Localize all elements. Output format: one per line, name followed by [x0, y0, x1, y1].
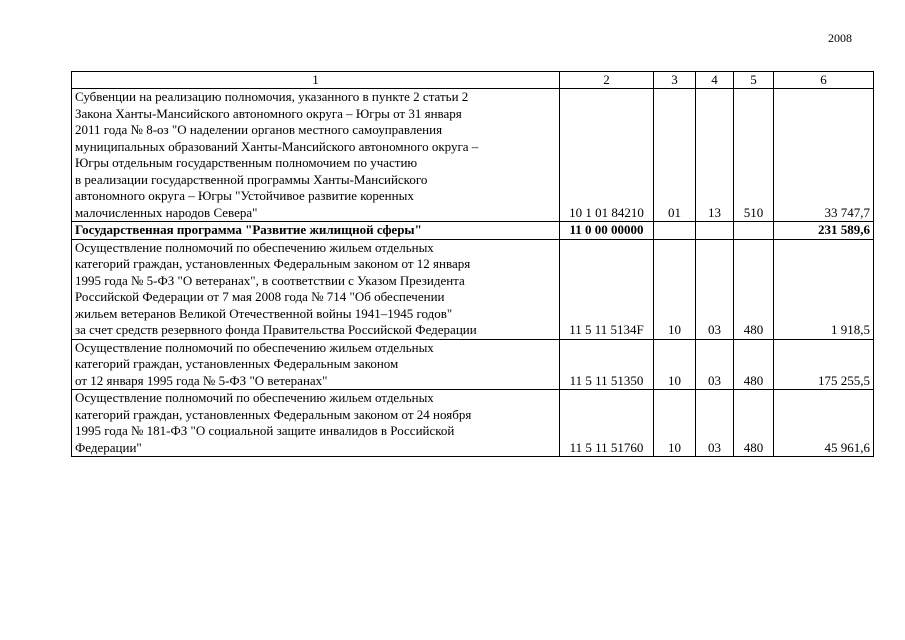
row-amount: 33 747,7	[774, 89, 874, 222]
row-amount: 175 255,5	[774, 339, 874, 390]
row-target-code: 10 1 01 84210	[560, 89, 654, 222]
row-description: Осуществление полномочий по обеспечению жильем отдельных категорий граждан, установленных Федеральным законом от 24 ноября 1995 года № 181-ФЗ "О социальной защите инвалидов в Российской Федерации"	[72, 390, 560, 457]
table-row	[72, 339, 874, 390]
row-description: Субвенции на реализацию полномочия, указанного в пункте 2 статьи 2 Закона Ханты-Мансийского автономного округа – Югры от 31 января 2011 года № 8-оз "О наделении органов местного самоуправления муниципальных образований Ханты-Мансийского автономного округа – Югры отдельным государственным полномочием по участию в реализации государственной программы Ханты-Мансийского автономного округа – Югры "Устойчивое развитие коренных малочисленных народов Севера"	[72, 89, 560, 222]
row-subsection: 13	[696, 89, 734, 222]
row-section: 01	[654, 89, 696, 222]
header-cell-5: 5	[734, 72, 774, 89]
row-description: Осуществление полномочий по обеспечению жильем отдельных категорий граждан, установленных Федеральным законом от 12 января 1995 года № 5-ФЗ "О ветеранах", в соответствии с Указом Президента Российской Федерации от 7 мая 2008 года № 714 "Об обеспечении жильем ветеранов Великой Отечественной войны 1941–1945 годов" за счет средств резервного фонда Правительства Российской Федерации	[72, 239, 560, 339]
row-expense-type: 510	[734, 89, 774, 222]
row-subsection: 03	[696, 390, 734, 457]
table-row	[72, 89, 874, 222]
row-section: 10	[654, 239, 696, 339]
row-subsection	[696, 222, 734, 240]
row-subsection: 03	[696, 339, 734, 390]
row-description: Осуществление полномочий по обеспечению жильем отдельных категорий граждан, установленных Федеральным законом от 12 января 1995 года № 5-ФЗ "О ветеранах"	[72, 339, 560, 390]
row-expense-type: 480	[734, 339, 774, 390]
row-target-code: 11 5 11 51350	[560, 339, 654, 390]
row-expense-type	[734, 222, 774, 240]
table-row	[72, 390, 874, 457]
table-row	[72, 222, 874, 240]
row-expense-type: 480	[734, 239, 774, 339]
row-amount: 231 589,6	[774, 222, 874, 240]
row-target-code: 11 0 00 00000	[560, 222, 654, 240]
row-subsection: 03	[696, 239, 734, 339]
header-cell-6: 6	[774, 72, 874, 89]
row-amount: 1 918,5	[774, 239, 874, 339]
row-description: Государственная программа "Развитие жилищной сферы"	[72, 222, 560, 240]
header-cell-4: 4	[696, 72, 734, 89]
header-cell-1: 1	[72, 72, 560, 89]
table-header-row	[72, 72, 874, 89]
header-cell-3: 3	[654, 72, 696, 89]
page-number: 2008	[828, 31, 852, 45]
budget-table	[71, 71, 874, 457]
row-expense-type: 480	[734, 390, 774, 457]
row-amount: 45 961,6	[774, 390, 874, 457]
row-target-code: 11 5 11 5134F	[560, 239, 654, 339]
row-target-code: 11 5 11 51760	[560, 390, 654, 457]
row-section	[654, 222, 696, 240]
row-section: 10	[654, 390, 696, 457]
row-section: 10	[654, 339, 696, 390]
table-row	[72, 239, 874, 339]
header-cell-2: 2	[560, 72, 654, 89]
